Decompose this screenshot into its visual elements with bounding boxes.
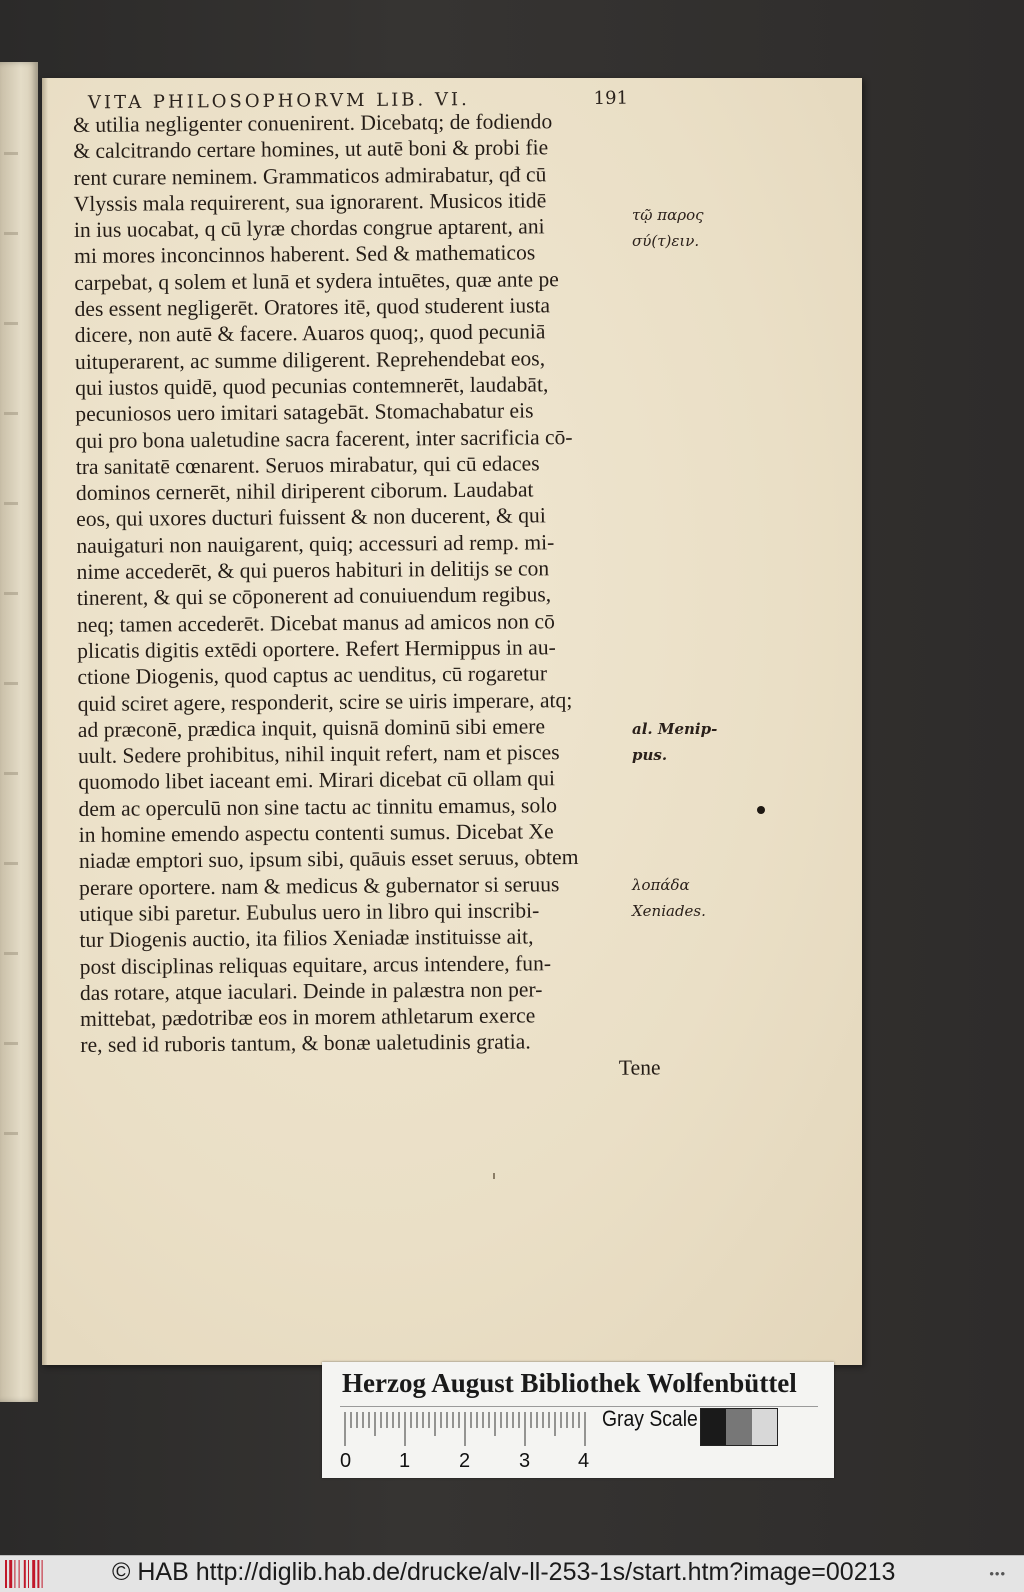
main-text-block [73, 107, 666, 1085]
gray-swatch-light [752, 1409, 777, 1445]
barcode-icon [5, 1560, 49, 1588]
source-url[interactable]: © HAB http://diglib.hab.de/drucke/alv-ll-253-1s/start.htm?image=00213 [112, 1558, 896, 1586]
text-line: des essent negligerēt. Oratores itē, quod studerent iusta [74, 293, 551, 322]
gray-swatch-dark [701, 1409, 726, 1445]
margin-note-alt-1b: pus. [632, 746, 668, 764]
grayscale-bar [700, 1408, 778, 1446]
target-divider [340, 1406, 818, 1407]
status-bar [0, 1555, 1024, 1592]
more-menu-icon[interactable]: ••• [989, 1566, 1006, 1581]
text-line: Vlyssis mala requirerent, sua ignorarent. Musicos itidē [73, 188, 547, 216]
color-target-card [322, 1362, 834, 1478]
text-line: in ius uocabat, q cū lyræ chordas congrue aptarent, ani [73, 214, 545, 243]
margin-note-greek-1a: τῷ παρος [632, 206, 704, 224]
ruler-label-3: 3 [519, 1450, 531, 1472]
text-line: & utilia negligenter conuenirent. Dicebatq; de fodiendo [73, 109, 553, 137]
grayscale-label: Gray Scale [602, 1406, 698, 1431]
ruler-label-0: 0 [340, 1450, 352, 1472]
barcode-stripe [5, 1560, 7, 1588]
text-line: quid sciret agere, responderit, scire se uiris imperare, atq; [77, 687, 573, 716]
text-line: tra sanitatē cœnarent. Seruos mirabatur, qui cū edaces [75, 451, 540, 479]
catchword: Tene [618, 1055, 661, 1080]
paper-mark [493, 1173, 495, 1179]
text-line: in homine emendo aspectu contenti sumus. Dicebat Xe [78, 819, 554, 847]
text-line: eos, qui uxores ducturi fuissent & non ducerent, & qui [76, 503, 546, 532]
text-line: mi mores inconcinnos haberent. Sed & mathematicos [74, 240, 536, 269]
barcode-stripe [24, 1560, 26, 1588]
ruler-label-2: 2 [459, 1450, 471, 1472]
barcode-stripe [19, 1560, 20, 1588]
running-head-title: VITA PHILOSOPHORVM LIB. VI. [87, 89, 470, 114]
margin-note-alt-1a: al. Menip- [632, 720, 718, 738]
text-line: perare oportere. nam & medicus & gubernator si seruus [78, 871, 560, 900]
text-line: uult. Sedere prohibitus, nihil inquit refert, nam et pisces [77, 740, 560, 769]
ruler-ticks [344, 1412, 594, 1452]
text-line: quomodo libet iaceant emi. Mirari dicebat cū ollam qui [78, 766, 556, 795]
text-line: ctione Diogenis, quod captus ac uenditus, cū rogaretur [77, 661, 548, 690]
margin-note-greek-2: λοπάδα [632, 876, 690, 894]
text-line: tur Diogenis auctio, ita filios Xeniadæ instituisse ait, [79, 924, 534, 953]
text-line: post disciplinas reliquas equitare, arcus intendere, fun- [79, 950, 552, 979]
text-line: niadæ emptori suo, ipsum sibi, quāuis esset seruus, obtem [78, 845, 579, 874]
page-gutter [42, 78, 48, 1365]
text-line: nauigaturi non nauigarent, quiq; accessuri ad remp. mi- [76, 529, 555, 558]
text-line: nime accederēt, & qui pueros habituri in delitijs se con [76, 556, 550, 585]
text-line: das rotare, atque iaculari. Deinde in palæstra non per- [79, 977, 543, 1005]
text-line: neq; tamen accederēt. Dicebat manus ad amicos non cō [76, 608, 555, 637]
gray-swatch-mid [726, 1409, 751, 1445]
text-line: dominos cernerēt, nihil diriperent ciborum. Laudabat [75, 477, 534, 506]
text-line: qui pro bona ualetudine sacra facerent, inter sacrificia cō- [75, 424, 573, 453]
ruler-label-1: 1 [399, 1450, 411, 1472]
ruler-label-4: 4 [578, 1450, 590, 1472]
text-line: dem ac operculū non sine tactu ac tinnitu emamus, solo [78, 792, 558, 821]
text-line: pecuniosos uero imitari satagebāt. Stomachabatur eis [75, 398, 534, 427]
text-line: rent curare neminem. Grammaticos admirabatur, qđ cū [73, 161, 547, 190]
institution-name: Herzog August Bibliothek Wolfenbüttel [342, 1368, 797, 1398]
ink-spot [757, 806, 765, 814]
barcode-stripe [32, 1560, 35, 1588]
text-line: uituperarent, ac summe diligerent. Reprehendebat eos, [74, 345, 546, 374]
margin-note-greek-1b: σύ(τ)ειν. [632, 232, 700, 250]
text-line: mittebat, pædotribæ eos in morem athletarum exerce [80, 1003, 536, 1032]
text-line: carpebat, q solem et lunā et sydera intuētes, quæ ante pe [74, 266, 559, 295]
barcode-stripe [37, 1560, 39, 1588]
barcode-stripe [14, 1560, 15, 1588]
centimeter-ruler [344, 1412, 594, 1452]
text-line: tinerent, & qui se cōponerent ad conuiuendum regibus, [76, 582, 552, 611]
barcode-stripe [28, 1560, 29, 1588]
barcode-stripe [9, 1560, 12, 1588]
text-line: ad præconē, prædica inquit, quisnā dominū sibi emere [77, 714, 546, 742]
text-line: & calcitrando certare homines, ut autē boni & probi fie [73, 135, 549, 164]
text-line: qui iustos quidē, quod pecunias contemnerēt, laudabāt, [75, 372, 549, 400]
barcode-stripe [42, 1560, 43, 1588]
facing-page-edge [0, 62, 38, 1402]
margin-note-xeniades: Xeniades. [632, 902, 706, 920]
folio-number: 191 [593, 87, 629, 109]
text-line: re, sed id ruboris tantum, & bonæ ualetudinis gratia. [80, 1029, 531, 1058]
text-line: dicere, non autē & facere. Auaros quoq;, quod pecuniā [74, 319, 546, 348]
text-line: utique sibi paretur. Eubulus uero in libro qui inscribi- [79, 898, 540, 926]
text-line: plicatis digitis extēdi oportere. Refert Hermippus in au- [77, 635, 556, 663]
